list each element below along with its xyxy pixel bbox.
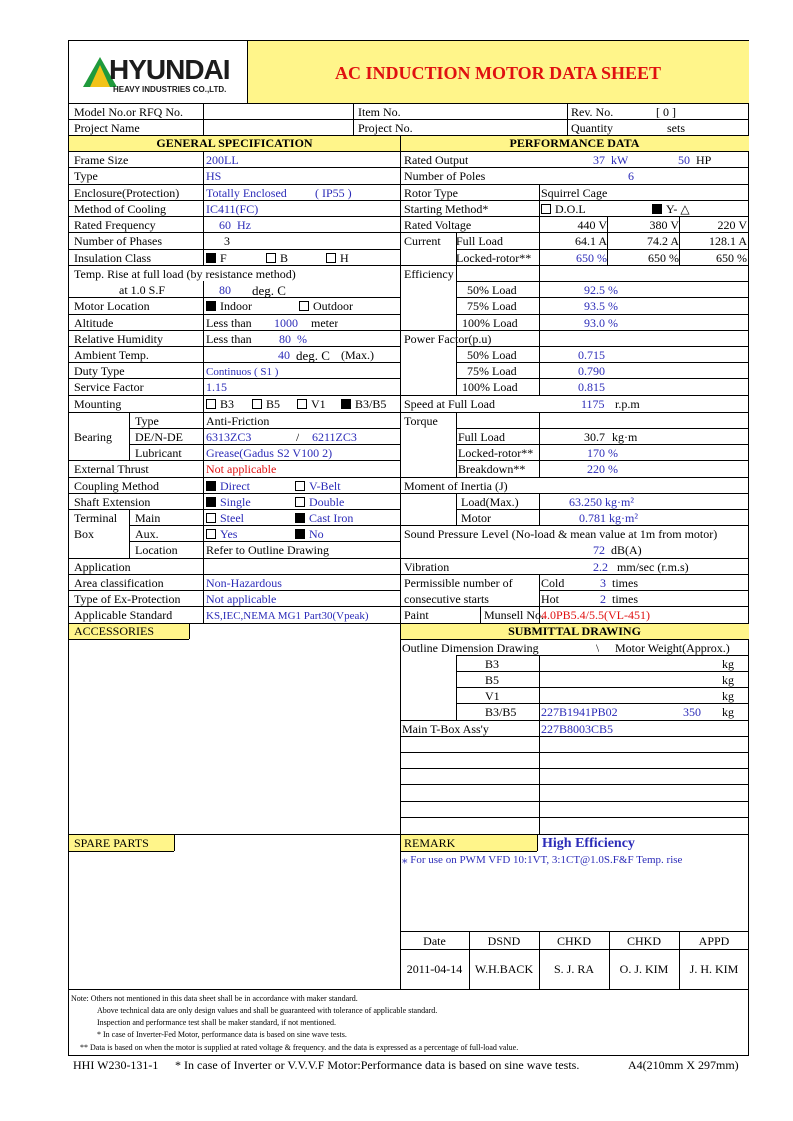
temp-rise-sf-label: at 1.0 S.F [119, 283, 166, 297]
location-indoor: Indoor [206, 299, 252, 314]
signoff-dsnd-header: DSND [487, 934, 521, 948]
current-locked-3: 650 % [716, 251, 747, 265]
signoff-chkd2: O. J. KIM [619, 962, 669, 976]
pf-50-label: 50% Load [467, 348, 517, 362]
terminal-label: Terminal [74, 511, 118, 525]
frequency-value: 60 [219, 218, 231, 232]
speed-value: 1175 [581, 397, 605, 411]
torque-full-label: Full Load [458, 430, 505, 444]
terminal-aux-yes: Yes [206, 527, 237, 542]
inertia-label: Moment of Inertia (J) [404, 479, 508, 493]
altitude-unit: meter [311, 316, 339, 330]
data-sheet [68, 40, 749, 1056]
inertia-load-label: Load(Max.) [461, 495, 519, 509]
row-b3b5-label: B3/B5 [485, 705, 517, 719]
checkbox-checked-icon [652, 204, 662, 214]
footer-size: A4(210mm X 297mm) [628, 1058, 739, 1072]
signoff-chkd1: S. J. RA [553, 962, 594, 976]
bearing-label: Bearing [74, 430, 112, 444]
row-b3b5-unit: kg [722, 705, 734, 719]
checkbox-checked-icon [341, 399, 351, 409]
project-no-label: Project No. [358, 121, 413, 135]
checkbox-empty-icon [297, 399, 307, 409]
outline-slash: \ [596, 641, 600, 655]
outline-label: Outline Dimension Drawing [402, 641, 539, 655]
signoff-dsnd: W.H.BACK [474, 962, 534, 976]
sound-value: 72 [593, 543, 605, 557]
paint-label: Paint [404, 608, 429, 622]
starts-hot-unit: times [612, 592, 638, 606]
starting-yd: Y- △ [652, 202, 690, 217]
duty-value: Continuos ( S1 ) [206, 366, 279, 378]
torque-full-unit: kg·m [612, 430, 638, 444]
signoff-chkd2-header: CHKD [626, 934, 661, 948]
checkbox-checked-icon [206, 481, 216, 491]
temp-rise-value: 80 [219, 283, 231, 297]
coupling-label: Coupling Method [74, 479, 160, 493]
output-kw-unit: kW [611, 153, 629, 167]
remark-title: REMARK [404, 836, 456, 850]
starting-dol: D.O.L [541, 202, 586, 217]
sf-value: 1.15 [206, 380, 227, 394]
insulation-b: B [266, 251, 288, 266]
frequency-unit: Hz [237, 218, 251, 232]
checkbox-empty-icon [206, 513, 216, 523]
output-hp-unit: HP [696, 153, 712, 167]
checkbox-checked-icon [295, 529, 305, 539]
bearing-de-label: DE/N-DE [135, 430, 183, 444]
mounting-b3: B3 [206, 397, 234, 412]
current-full-1: 64.1 A [574, 234, 607, 248]
mounting-v1: V1 [297, 397, 326, 412]
signoff-chkd1-header: CHKD [556, 934, 591, 948]
starting-label: Starting Method* [404, 202, 489, 216]
thrust-value: Not applicable [206, 462, 277, 476]
lubricant-value: Grease(Gadus S2 V100 2) [206, 446, 333, 460]
exprot-label: Type of Ex-Protection [74, 592, 181, 606]
munsell-label: Munsell No. [484, 608, 544, 622]
pf-50-value: 0.715 [578, 348, 605, 362]
sound-label: Sound Pressure Level (No-load & mean value at 1m from motor) [404, 527, 718, 541]
checkbox-empty-icon [252, 399, 262, 409]
hyundai-logo [83, 55, 243, 97]
terminal-aux-no: No [295, 527, 324, 542]
performance-title: PERFORMANCE DATA [509, 136, 640, 150]
thrust-label: External Thrust [74, 462, 149, 476]
altitude-value: 1000 [274, 316, 298, 330]
sound-unit: dB(A) [611, 543, 642, 557]
current-label: Current [404, 234, 441, 248]
lubricant-label: Lubricant [135, 446, 182, 460]
pf-75-value: 0.790 [578, 364, 605, 378]
poles-value: 6 [628, 169, 634, 183]
checkbox-empty-icon [295, 497, 305, 507]
inertia-motor-value: 0.781 kg·m² [579, 511, 638, 525]
footer-note: * In case of Inverter or V.V.V.F Motor:Performance data is based on sine wave tests. [175, 1058, 580, 1072]
coupling-direct: Direct [206, 479, 250, 494]
application-label: Application [74, 560, 131, 574]
cooling-label: Method of Cooling [74, 202, 166, 216]
mounting-b5: B5 [252, 397, 280, 412]
inertia-load-value: 63.250 kg·m² [569, 495, 634, 509]
phases-label: Number of Phases [74, 234, 162, 248]
row-b3b5-drawing: 227B1941PB02 [541, 705, 618, 719]
ambient-unit: deg. C [296, 348, 330, 363]
checkbox-checked-icon [206, 253, 216, 263]
insulation-h: H [326, 251, 349, 266]
project-name-label: Project Name [74, 121, 140, 135]
rev-value: [ 0 ] [656, 105, 676, 119]
checkbox-empty-icon [206, 529, 216, 539]
coupling-vbelt: V-Belt [295, 479, 341, 494]
bearing-type-label: Type [135, 414, 159, 428]
type-value: HS [206, 169, 222, 183]
footer-doc-no: HHI W230-131-1 [73, 1058, 159, 1072]
torque-breakdown-value: 220 % [587, 462, 618, 476]
rotor-value: Squirrel Cage [541, 186, 608, 200]
pf-100-label: 100% Load [462, 380, 518, 394]
shaft-double: Double [295, 495, 344, 510]
temp-rise-unit: deg. C [252, 283, 286, 298]
eff-75-value: 93.5 % [584, 299, 618, 313]
cooling-value: IC411(FC) [206, 202, 259, 216]
terminal-location-label: Location [135, 543, 178, 557]
checkbox-empty-icon [206, 399, 216, 409]
checkbox-checked-icon [295, 513, 305, 523]
row-b5-unit: kg [722, 673, 734, 687]
torque-breakdown-label: Breakdown** [458, 462, 526, 476]
enclosure-label: Enclosure(Protection) [74, 186, 180, 200]
model-label: Model No.or RFQ No. [74, 105, 184, 119]
bearing-nde-value: 6211ZC3 [312, 430, 357, 444]
signoff-date: 2011-04-14 [406, 962, 463, 976]
general-spec-title: GENERAL SPECIFICATION [156, 136, 313, 150]
quantity-label: Quantity [571, 121, 613, 135]
inertia-motor-label: Motor [461, 511, 491, 525]
phases-value: 3 [224, 234, 230, 248]
current-locked-2: 650 % [648, 251, 679, 265]
voltage-3: 220 V [717, 218, 747, 232]
type-label: Type [74, 169, 98, 183]
terminal-aux-label: Aux. [135, 527, 159, 541]
humidity-value: 80 [279, 332, 291, 346]
eff-75-label: 75% Load [467, 299, 517, 313]
terminal-main-label: Main [135, 511, 161, 525]
signoff-date-header: Date [423, 934, 446, 948]
bearing-slash: / [296, 430, 300, 444]
starts-label-2: consecutive starts [404, 592, 489, 606]
bearing-de-value: 6313ZC3 [206, 430, 252, 444]
enclosure-ip: ( IP55 ) [315, 186, 352, 200]
shaft-label: Shaft Extension [74, 495, 151, 509]
frequency-label: Rated Frequency [74, 218, 156, 232]
checkbox-empty-icon [266, 253, 276, 263]
sf-label: Service Factor [74, 380, 144, 394]
starts-cold-unit: times [612, 576, 638, 590]
row-b3-label: B3 [485, 657, 500, 671]
terminal-steel: Steel [206, 511, 244, 526]
current-full-3: 128.1 A [708, 234, 747, 248]
submittal-title: SUBMITTAL DRAWING [508, 624, 641, 638]
note-5: ** Data is based on when the motor is supplied at rated voltage & frequency. and the data is expressed as a percentage of full-load value. [80, 1043, 519, 1052]
altitude-prefix: Less than [206, 316, 252, 330]
enclosure-value: Totally Enclosed [206, 186, 287, 200]
mounting-label: Mounting [74, 397, 122, 411]
rev-label: Rev. No. [571, 105, 614, 119]
logo-name: HYUNDAI [109, 55, 230, 85]
terminal-location-value: Refer to Outline Drawing [206, 543, 329, 557]
torque-label: Torque [404, 414, 438, 428]
pf-label: Power Factor(p.u) [404, 332, 492, 346]
altitude-label: Altitude [74, 316, 114, 330]
humidity-label: Relative Humidity [74, 332, 163, 346]
humidity-prefix: Less than [206, 332, 252, 346]
standard-label: Applicable Standard [74, 608, 173, 622]
eff-100-value: 93.0 % [584, 316, 618, 330]
terminal-box-label: Box [74, 527, 95, 541]
signoff-appd: J. H. KIM [689, 962, 739, 976]
note-1: Note: Others not mentioned in this data sheet shall be in accordance with maker standard. [71, 994, 358, 1003]
torque-locked-label: Locked-rotor** [458, 446, 534, 460]
pf-75-label: 75% Load [467, 364, 517, 378]
mounting-b3b5: B3/B5 [341, 397, 386, 412]
checkbox-empty-icon [299, 301, 309, 311]
rotor-label: Rotor Type [404, 186, 458, 200]
row-v1-unit: kg [722, 689, 734, 703]
quantity-unit: sets [667, 121, 685, 135]
location-outdoor: Outdoor [299, 299, 353, 314]
signoff-appd-header: APPD [698, 934, 730, 948]
starts-hot-value: 2 [600, 592, 606, 606]
location-label: Motor Location [74, 299, 150, 313]
note-3: Inspection and performance test shall be maker standard, if not mentioned. [97, 1018, 337, 1027]
checkbox-checked-icon [206, 497, 216, 507]
tbox-label: Main T-Box Ass'y [402, 722, 489, 736]
ambient-suffix: (Max.) [341, 348, 374, 362]
torque-locked-value: 170 % [587, 446, 618, 460]
speed-unit: r.p.m [615, 397, 640, 411]
humidity-unit: % [297, 332, 307, 346]
bearing-type-value: Anti-Friction [206, 414, 270, 428]
poles-label: Number of Poles [404, 169, 486, 183]
frame-size-label: Frame Size [74, 153, 129, 167]
checkbox-empty-icon [541, 204, 551, 214]
current-locked-1: 650 % [576, 251, 607, 265]
duty-label: Duty Type [74, 364, 125, 378]
vibration-label: Vibration [404, 560, 450, 574]
efficiency-label: Efficiency [404, 267, 454, 281]
vibration-unit: mm/sec (r.m.s) [617, 560, 689, 574]
temp-rise-label: Temp. Rise at full load (by resistance method) [74, 267, 296, 281]
eff-100-label: 100% Load [462, 316, 518, 330]
ambient-label: Ambient Temp. [74, 348, 149, 362]
item-label: Item No. [358, 105, 401, 119]
row-b3-unit: kg [722, 657, 734, 671]
current-full-label: Full Load [456, 234, 503, 248]
frame-size-value: 200LL [206, 153, 239, 167]
starts-hot-label: Hot [541, 592, 559, 606]
accessories-title: ACCESSORIES [74, 624, 155, 638]
area-label: Area classification [74, 576, 164, 590]
starts-cold-label: Cold [541, 576, 565, 590]
note-2: Above technical data are only design values and shall be guaranteed with tolerance of applicable standard. [97, 1006, 438, 1015]
torque-full-value: 30.7 [584, 430, 605, 444]
checkbox-empty-icon [326, 253, 336, 263]
ambient-value: 40 [278, 348, 290, 362]
speed-label: Speed at Full Load [404, 397, 495, 411]
starts-cold-value: 3 [600, 576, 606, 590]
row-b3b5-weight: 350 [683, 705, 701, 719]
output-hp: 50 [678, 153, 690, 167]
row-v1-label: V1 [485, 689, 500, 703]
remark-note: ⁎ For use on PWM VFD 10:1VT, 3:1CT@1.0S.F&F Temp. rise [402, 854, 683, 866]
area-value: Non-Hazardous [206, 576, 282, 590]
eff-50-value: 92.5 % [584, 283, 618, 297]
spare-parts-title: SPARE PARTS [74, 836, 149, 850]
pf-100-value: 0.815 [578, 380, 605, 394]
logo-subtitle: HEAVY INDUSTRIES CO.,LTD. [113, 85, 227, 94]
tbox-value: 227B8003CB5 [541, 722, 614, 736]
terminal-castiron: Cast Iron [295, 511, 353, 526]
current-locked-label: Locked-rotor** [456, 251, 532, 265]
checkbox-empty-icon [295, 481, 305, 491]
voltage-2: 380 V [649, 218, 679, 232]
row-b5-label: B5 [485, 673, 500, 687]
vibration-value: 2.2 [593, 560, 608, 574]
eff-50-label: 50% Load [467, 283, 517, 297]
exprot-value: Not applicable [206, 592, 277, 606]
starts-label-1: Permissible number of [404, 576, 513, 590]
sheet-title: AC INDUCTION MOTOR DATA SHEET [334, 63, 662, 83]
output-label: Rated Output [404, 153, 469, 167]
output-kw: 37 [593, 153, 605, 167]
note-4: * In case of Inverter-Fed Motor, performance data is based on sine wave tests. [97, 1030, 347, 1039]
standard-value: KS,IEC,NEMA MG1 Part30(Vpeak) [206, 610, 369, 622]
shaft-single: Single [206, 495, 251, 510]
voltage-label: Rated Voltage [404, 218, 472, 232]
insulation-label: Insulation Class [74, 251, 151, 265]
paint-value: 4.0PB5.4/5.5(VL-451) [541, 608, 650, 622]
current-full-2: 74.2 A [646, 234, 679, 248]
voltage-1: 440 V [577, 218, 607, 232]
remark-highlight: High Efficiency [542, 836, 635, 851]
insulation-f: F [206, 251, 227, 266]
checkbox-checked-icon [206, 301, 216, 311]
weight-label: Motor Weight(Approx.) [615, 641, 730, 655]
